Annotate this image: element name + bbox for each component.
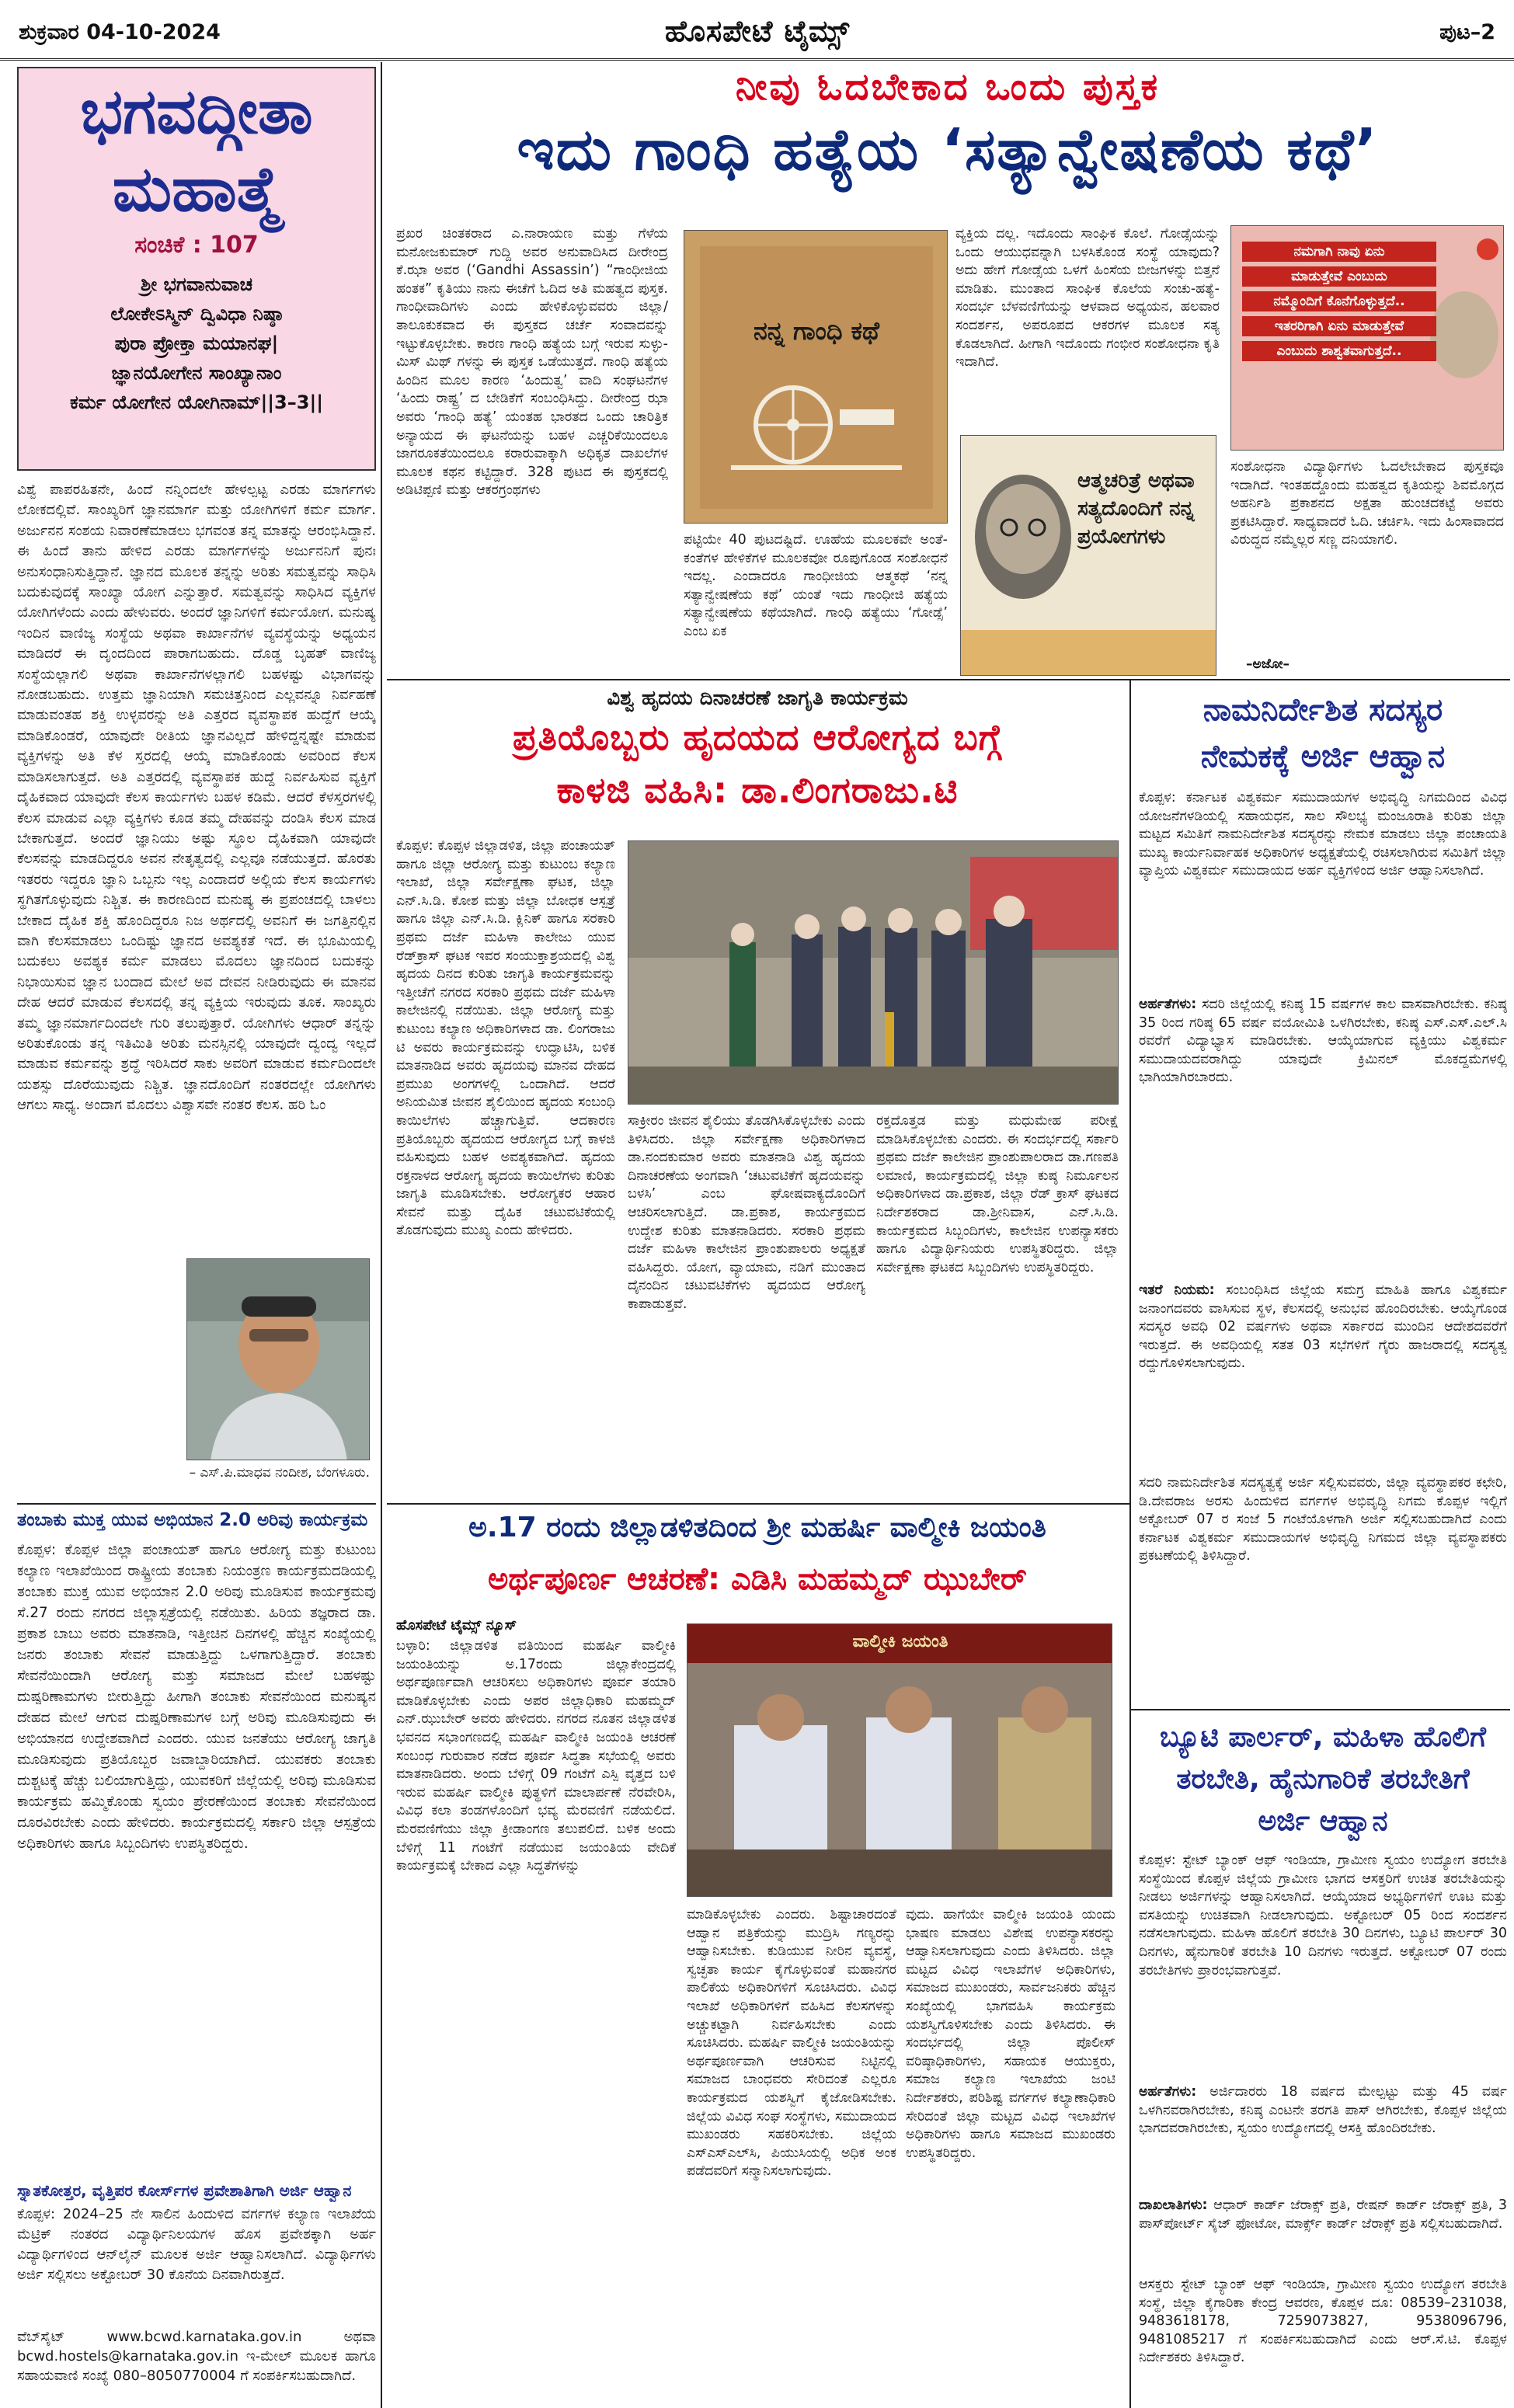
gita-title-line2: ಮಹಾತ್ಮೆ [112,153,281,225]
gita-verse [19,270,374,417]
gita-commentary: ವಿಶ್ವೆ ಪಾಪರಹಿತನೇ, ಹಿಂದೆ ನನ್ನಿಂದಲೇ ಹೇಳಲ್ಪಟ್ಟ ಎರಡು ಮಾರ್ಗಗಳು ಲೋಕದಲ್ಲಿವೆ. ಸಾಂಖ್ಯರಿಗೆ ಜ್ಞಾನಮಾರ್ಗ ಮತ್ತು ಯೋಗಿಗಳಿಗೆ ಕರ್ಮ ಮಾರ್ಗ. ಅರ್ಜುನನ ಸಂಶಯ ನಿವಾರಣೆಮಾಡಲು ಭಗವಂತ ತನ್ನ ಮಾತನ್ನು ಆರಂಭಿಸಿದ್ದಾನೆ. ಈ ಹಿಂದೆ ತಾನು ಹೇಳಿದ ಎರಡು ಮಾರ್ಗಗಳನ್ನು ಅರ್ಜುನನಿಗೆ ಪುನಃ ಅನುಸಂಧಾನಿಸುತ್ತಿದ್ದಾನೆ. ಜ್ಞಾನದ ಮೂಲಕ ತನ್ನನ್ನು ಅರಿತು ಸಮತ್ವವನ್ನು ಸಾಧಿಸಿ ಬದುಕುವುದಕ್ಕೆ ಸಾಂಖ್ಯಾ ಯೋಗ ಎನ್ನುತ್ತಾರೆ. ಸಮತ್ವವನ್ನು ಸಾಧಿಸಿದ ವ್ಯಕ್ತಿಗಳ ಯೋಗಿಗಳೆಂದು ಎಂದು ಹೇಳುವರು. ಅಂದರೆ ಜ್ಞಾನಿಗಳಿಗೆ ಕರ್ಮಯೋಗ. ಮನುಷ್ಯ ಇಂದಿನ ವಾಣಿಜ್ಯ ಸಂಸ್ಥೆಯ ಅಥವಾ ಕಾರ್ಖಾನೆಗಳ ವ್ಯವಸ್ಥೆಯನ್ನು ಅಧ್ಯಯನ ಮಾಡಿದರೆ ಈ ದೃಂದದಿಂದ ಪಾರಾಗಬಹುದು. ದೊಡ್ಡ ಬೃಹತ್ ವಾಣಿಜ್ಯ ಸಂಸ್ಥೆಯಲ್ಲಾಗಲಿ ಅಥವಾ ಕಾರ್ಖಾನೆಗಳಲ್ಲಾಗಲಿ ಬಹಳಷ್ಟು ವಿಭಾಗವನ್ನು ನೋಡಬಹುದು. ಉತ್ತಮ ಜ್ಞಾನಿಯಾಗಿ ಸಮಚಿತ್ತನಿಂದ ಎಲ್ಲವನ್ನೂ ನಿರ್ವಹಣೆ ಮಾಡುವಂತಹ ಶಕ್ತಿ ಉಳ್ಳವರನ್ನು ಅತಿ ಎತ್ತರದ ವ್ಯವಸ್ಥಾಪಕ ಹುದ್ದೆಗೆ ಆಯ್ಕೆ ಮಾಡಿಕೊಂಡರೆ, ಯಾವುದೇ ರೀತಿಯ ಜ್ಞಾನವಿಲ್ಲದೆ ಹೇಳಿದ್ದನ್ನಷ್ಟೇ ಮಾಡುವ ವ್ಯಕ್ತಿಗಳನ್ನು ಅತಿ ಕೆಳ ಸ್ತರದಲ್ಲಿ ಆಯ್ಕೆ ಮಾಡಿಕೊಂಡು ಅವರಿಂದ ಕೆಲಸ ಮಾಡಿಸಲಾಗುತ್ತದೆ. ಅತಿ ಎತ್ತರದಲ್ಲಿ ವ್ಯವಸ್ಥಾಪಕ ಹುದ್ದೆ ನಿರ್ವಹಿಸುವ ವ್ಯಕ್ತಿಗೆ ದೈಹಿಕವಾದ ಯಾವುದೇ ಕೆಲಸ ಕಾರ್ಯಗಳು ಬಹಳ ಕಡಿಮೆ. ಆದರೆ ಕೆಳಸ್ತರಗಳಲ್ಲಿ ಕೆಲಸ ಮಾಡುವ ಎಲ್ಲಾ ವ್ಯಕ್ತಿಗಳು ಕೂಡ ತಮ್ಮ ದೇಹವನ್ನು ದಂಡಿಸಿ ಕೆಲಸ ಮಾಡ ಬೇಕಾಗುತ್ತದೆ. ಅಂದರೆ ಜ್ಞಾನಿಯು ಅಷ್ಟು ಸ್ಥೂಲ ದೈಹಿಕವಾಗಿ ಯಾವುದೇ ಕೆಲಸವನ್ನು ಮಾಡದಿದ್ದರೂ ಅವನ ನೇತೃತ್ವದಲ್ಲಿ ಎಲ್ಲವೂ ನಡೆಯುತ್ತದೆ. ಹೊರತು ಇತರರು ಇದ್ದರೂ ಜ್ಞಾನಿ ಒಬ್ಬನು ಇಲ್ಲ ಎಂದಾದರೆ ಅಲ್ಲಿಯ ಕೆಲಸ ಕಾರ್ಯಗಳು ಸ್ಥಗಿತಗೊಳ್ಳುವುದು ನಿಶ್ಚಿತ. ಈ ಕಾರಣದಿಂದ ಮನುಷ್ಯ ಈ ಪ್ರಪಂಚದಲ್ಲಿ ಬಾಳಲು ಬೇಕಾದ ದೈಹಿಕ ಶಕ್ತಿ ಹೊಂದಿದ್ದರೂ ನಿಜ ಅರ್ಥದಲ್ಲಿ ಅವನಿಗೆ ಈ ಜಗತ್ತಿನಲ್ಲಿನ ವಾಗಿ ಕೆಲಸಮಾಡಲು ಒಂದಿಷ್ಟು ಜ್ಞಾನದ ಅವಶ್ಯಕತೆ ಇದೆ. ಈ ಭೂಮಿಯಲ್ಲಿ ಬದುಕಲು ಅವಶ್ಯಕ ಕರ್ಮ ಮಾಡಲು ಮೊದಲು ಜ್ಞಾನದಿಂದ ಬದುಕನ್ನು ನಿಭಾಯಿಸುವ ಜ್ಞಾನ ಬಂದಾದ ಮೇಲೆ ಅವ ದೇವನ ನೀಡಿರುವುದು ಈ ಮಾನವ ದೇಹ ಆದರೆ ಮಾಡುವ ಕೆಲಸದಲ್ಲಿ ತನ್ನ ವ್ಯಕ್ತಿಯ ಇರುವುದು ತೂಕ. ಸಾಂಖ್ಯರು ತಮ್ಮ ಜ್ಞಾನಮಾರ್ಗದಿಂದಲೇ ಗುರಿ ತಲುಪುತ್ತಾರೆ. ಯೋಗಿಗಳು ಆಧಾರ್ ತನ್ನನ್ನು ಅರಿತುಕೊಂಡು ತನ್ನ ಇತಿಮಿತಿ ಅರಿತು ಮನಸ್ಸಿನಲ್ಲಿ ಯಾವುದೇ ದ್ವಂದ್ವ ಇಲ್ಲದೆ ಮಾಡುವ ಕರ್ಮವನ್ನು ಶ್ರದ್ಧೆ ಇರಿಸಿದರೆ ಸಾಕು ಅವರಿಗೆ ಮಾಡುವ ಕರ್ಮದಿಂದಲೇ ಯಶಸ್ಸು ದೊರೆಯುವುದು ನಿಶ್ಚಿತ. ಜ್ಞಾನದೊಂದಿಗೆ ನಂತರದಲ್ಲೇ ಯೋಗಿಗಳು ಆಗಲು ಸಾಧ್ಯ. ಅಂದಾಗ ಮೊದಲು ವಿಶ್ವಾಸವೇ ನಂತರ ಕೆಲಸ. ಹರಿ ಓಂ [17,482,376,1114]
heart-headline-line1: ಪ್ರತಿಯೊಬ್ಬರು ಹೃದಯದ ಆರೋಗ್ಯದ ಬಗ್ಗೆ [512,716,1003,758]
beauty-headline-line1: ಬ್ಯೂಟಿ ಪಾರ್ಲರ್, ಮಹಿಳಾ ಹೊಲಿಗೆ [1160,1721,1486,1753]
book-signoff: –ಅಜೋ– [1246,656,1290,672]
book-kicker: ನೀವು ಓದಬೇಕಾದ ಒಂದು ಪುಸ್ತಕ [735,65,1161,109]
gita-verse-line: ಕರ್ಮ ಯೋಗೇನ ಯೋಗಿನಾಮ್||3–3|| [70,391,323,413]
quote-line: ಎಂಬುದು ಶಾಶ್ವತವಾಗುತ್ತದೆ.. [1242,341,1436,361]
quote-line: ನಮ್ಮೊಂದಿಗೆ ಕೊನೆಗೊಳ್ಳುತ್ತದೆ.. [1242,291,1436,311]
documents-label: ದಾಖಲಾತಿಗಳು: [1139,2197,1208,2213]
cover-title: ಆತ್ಮಚರಿತ್ರೆ ಅಥವಾ ಸತ್ಯದೊಂದಿಗೆ ನನ್ನ ಪ್ರಯೋಗಗಳು [1077,469,1195,548]
gandhi-quote-banner [1230,225,1504,451]
author-photo [186,1258,370,1460]
nominee-other-rules [1139,1282,1507,1468]
valmiki-column-1: ಬಳ್ಳಾರಿ: ಜಿಲ್ಲಾಡಳಿತ ವತಿಯಿಂದ ಮಹರ್ಷಿ ವಾಲ್ಮೀಕಿ ಜಯಂತಿಯನ್ನು ಅ.17ರಂದು ಜಿಲ್ಲಾಕೇಂದ್ರದಲ್ಲಿ ಅರ್ಥಪೂರ್ಣವಾಗಿ ಆಚರಿಸಲು ಅಧಿಕಾರಿಗಳು ಪೂರ್ವ ತಯಾರಿ ಮಾಡಿಕೊಳ್ಳಬೇಕು ಎಂದು ಅಪರ ಜಿಲ್ಲಾಧಿಕಾರಿ ಮಹಮ್ಮದ್ ಎನ್.ಝುಬೇರ್ ಅವರು ಹೇಳಿದರು. ನಗರದ ನೂತನ ಜಿಲ್ಲಾಡಳಿತ ಭವನದ ಸಭಾಂಗಣದಲ್ಲಿ ಮಹರ್ಷಿ ವಾಲ್ಮೀಕಿ ಜಯಂತಿ ಆಚರಣೆ ಸಂಬಂಧ ಗುರುವಾರ ನಡೆದ ಪೂರ್ವ ಸಿದ್ಧತಾ ಸಭೆಯಲ್ಲಿ ಅವರು ಮಾತನಾಡಿದರು. ಅಂದು ಬೆಳಿಗ್ಗೆ 09 ಗಂಟೆಗೆ ಎಸ್ಪಿ ವೃತ್ತದ ಬಳಿ ಇರುವ ಮಹರ್ಷಿ ವಾಲ್ಮೀಕಿ ಪುತ್ಥಳಿಗೆ ಮಾಲಾರ್ಪಣೆ ನೆರವೇರಿಸಿ, ವಿವಿಧ ಕಲಾ ತಂಡಗಳೊಂದಿಗೆ ಭವ್ಯ ಮೆರವಣಿಗೆ ನಡೆಯಲಿದೆ. ಮೆರವಣಿಗೆಯು ಜಿಲ್ಲಾ ಕ್ರೀಡಾಂಗಣ ತಲುಪಲಿದೆ. ಬಳಿಕ ಅಂದು ಬೆಳಿಗ್ಗೆ 11 ಗಂಟೆಗೆ ನಡೆಯುವ ಜಯಂತಿಯ ವೇದಿಕೆ ಕಾರ್ಯಕ್ರಮಕ್ಕೆ ಬೇಕಾದ ಎಲ್ಲಾ ಸಿದ್ಧತೆಗಳನ್ನು [396,1638,676,1874]
newspaper-title: ಹೊಸಪೇಟೆ ಟೈಮ್ಸ್ [664,14,851,48]
cover-title: ನನ್ನ ಗಾಂಧಿ ಕಥೆ [754,316,879,346]
author-portrait-icon [187,1259,370,1460]
gita-verse-line: ಜ್ಞಾನಯೋಗೇನ ಸಾಂಖ್ಯಾನಾಂ [111,362,282,384]
book-column-1: ಪ್ರಖರ ಚಿಂತಕರಾದ ಎ.ನಾರಾಯಣ ಮತ್ತು ಗೆಳೆಯ ಮನೋಜಕುಮಾರ್ ಗುದ್ದಿ ಅವರ ಅನುವಾದಿಸಿದ ದೀರೇಂದ್ರ ಕೆ.ಝಾ ಅವರ (‘Gandhi Assassin’) “ಗಾಂಧೀಜಿಯ ಹಂತಕ” ಕೃತಿಯು ನಾನು ಈಚೆಗೆ ಓದಿದ ಅತಿ ಮಹತ್ವದ ಪುಸ್ತಕ. ಗಾಂಧೀವಾದಿಗಳು ಎಂದು ಹೇಳಿಕೊಳ್ಳುವವರು ಜಿಲ್ಲಾ/ತಾಲೂಕುಕವಾದ ಈ ಪುಸ್ತಕದ ಚರ್ಚೆ ಸಂವಾದವನ್ನು ಇಟ್ಟುಕೊಳ್ಳಬೇಕು. ಕಾರಣ ಗಾಂಧಿ ಹತ್ಯೆಯ ಬಗ್ಗೆ ಇರುವ ಸುಳ್ಳು-ಮಿಸ್ ಮಿಥ್ ಗಳನ್ನು ಈ ಪುಸ್ತಕ ಒಡೆಯುತ್ತದೆ. ಗಾಂಧಿ ಹತ್ಯೆಯ ಹಿಂದಿನ ಮೂಲ ಕಾರಣ ‘ಹಿಂದುತ್ವ’ ವಾದಿ ಸಂಘಟನೆಗಳ ‘ಹಿಂದು ರಾಷ್ಟ್ರ’ ದ ಬೇಡಿಕೆಗೆ ಸಂಬಂಧಿಸಿದ್ದು. ದೀರೇಂದ್ರ ಝಾ ಅವರು ‘ಗಾಂಧಿ ಹತ್ಯೆ’ ಯಂತಹ ಭಾರತದ ಒಂದು ಚಾರಿತ್ರಿಕ ಅನ್ಯಾಯದ ಈ ಘಟನೆಯನ್ನು ಬಹಳ ಎಚ್ಚರಿಕೆಯಿಂದಲೂ ಜಾಗರೂಕತೆಯಿಂದಲೂ ಕರಾರುವಾಕ್ಕಾಗಿ ಅಧಿಕೃತ ದಾಖಲೆಗಳ ಮೂಲಕ ಕಥನ ಕಟ್ಟಿದ್ದಾರೆ. 328 ಪುಟದ ಈ ಪುಸ್ತಕದಲ್ಲಿ ಅಡಿಟಿಪ್ಪಣಿ ಮತ್ತು ಆಕರಗ್ರಂಥಗಳು [396,226,668,499]
other-rules-text: ಸಂಬಂಧಿಸಿದ ಜಿಲ್ಲೆಯ ಸಮಗ್ರ ಮಾಹಿತಿ ಹಾಗೂ ವಿಶ್ವಕರ್ಮ ಜನಾಂಗದವರು ವಾಸಿಸುವ ಸ್ಥಳ, ಕೆಲಸದಲ್ಲಿ ಅನುಭವ ಹೊಂದಿರಬೇಕು. ಆಯ್ಕೆಗೊಂಡ ಸದಸ್ಯರ ಅವಧಿ 02 ವರ್ಷಗಳು ಅಥವಾ ಸರ್ಕಾರದ ಮುಂದಿನ ಆದೇಶದವರೆಗೆ ಇರುತ್ತದೆ. ಈ ಅವಧಿಯಲ್ಲಿ ಸತತ 03 ಸಭೆಗಳಿಗೆ ಗೈರು ಹಾಜರಾದಲ್ಲಿ ಸದಸ್ಯತ್ವ ರದ್ದುಗೊಳಿಸಲಾಗುವುದು. [1139,1282,1507,1372]
meeting-photo-icon [687,1624,1112,1897]
hostel-notice-contact: ವೆಬ್‌ಸೈಟ್ www.bcwd.karnataka.gov.in ಅಥವಾ bcwd.hostels@karnataka.gov.in ಇ-ಮೇಲ್ ಮೂಲಕ ಹಾಗೂ ಸಹಾಯವಾಣಿ ಸಂಖ್ಯೆ 080–8050770004 ಗೆ ಸಂಪರ್ಕಿಸಬಹುದಾಗಿದೆ. [17,2329,376,2384]
valmiki-subheadline: ಅರ್ಥಪೂರ್ಣ ಆಚರಣೆ: ಎಡಿಸಿ ಮಹಮ್ಮದ್ ಝುಬೇರ್ [488,1561,1027,1597]
heart-column-3: ರಕ್ತದೊತ್ತಡ ಮತ್ತು ಮಧುಮೇಹ ಪರೀಕ್ಷೆ ಮಾಡಿಸಿಕೊಳ್ಳಬೇಕು ಎಂದರು. ಈ ಸಂದರ್ಭದಲ್ಲಿ ಸರ್ಕಾರಿ ಪ್ರಥಮ ದರ್ಜೆ ಕಾಲೇಜಿನ ಪ್ರಾಂಶುಪಾಲರಾದ ಡಾ.ಗಣಪತಿ ಲಮಾಣಿ, ಕಾರ್ಯಕ್ರಮದಲ್ಲಿ ಜಿಲ್ಲಾ ಕುಷ್ಠ ನಿರ್ಮೂಲನ ಅಧಿಕಾರಿಗಳಾದ ಡಾ.ಪ್ರಕಾಶ, ಜಿಲ್ಲಾ ರೆಡ್ ಕ್ರಾಸ್ ಘಟಕದ ನಿರ್ದೇಶಕರಾದ ಡಾ.ಶ್ರೀನಿವಾಸ, ಎನ್.ಸಿ.ಡಿ. ಕಾರ್ಯಕ್ರಮದ ಸಿಬ್ಬಂದಿಗಳು, ಕಾಲೇಜಿನ ಉಪನ್ಯಾಸಕರು ಹಾಗೂ ವಿದ್ಯಾರ್ಥಿನಿಯರು ಉಪಸ್ಥಿತರಿದ್ದರು. ಜಿಲ್ಲಾ ಸರ್ವೇಕ್ಷಣಾ ಘಟಕದ ಸಿಬ್ಬಂದಿಗಳು ಉಪಸ್ಥಿತರಿದ್ದರು. [876,1113,1119,1275]
documents-text: ಆಧಾರ್ ಕಾರ್ಡ್ ಜೆರಾಕ್ಸ್ ಪ್ರತಿ, ರೇಷನ್ ಕಾರ್ಡ್ ಜೆರಾಕ್ಸ್ ಪ್ರತಿ, 3 ಪಾಸ್‌ಪೋರ್ಟ್ ಸೈಜ್ ಫೋಟೋ, ಮಾರ್ಕ್ಸ್ ಕಾರ್ಡ್ ಜೆರಾಕ್ಸ್ ಪ್ರತಿ ಸಲ್ಲಿಸಬಹುದಾಗಿದೆ. [1139,2197,1507,2232]
nominee-headline-line1: ನಾಮನಿರ್ದೇಶಿತ ಸದಸ್ಯರ [1202,692,1443,728]
author-caption: – ಎಸ್.ಪಿ.ಮಾಧವ ನಂದೀಶ, ಬೆಂಗಳೂರು. [189,1465,370,1481]
heart-column-2: ಸಾಕ್ರೀರಂ ಜೀವನ ಶೈಲಿಯು ತೊಡಗಿಸಿಕೊಳ್ಳಬೇಕು ಎಂದು ತಿಳಿಸಿದರು. ಜಿಲ್ಲಾ ಸರ್ವೇಕ್ಷಣಾ ಅಧಿಕಾರಿಗಳಾದ ಡಾ.ನಂದಕುಮಾರ ಅವರು ಮಾತನಾಡಿ ವಿಶ್ವ ಹೃದಯ ದಿನಾಚರಣೆಯ ಅಂಗವಾಗಿ ‘ಚಟುವಟಿಕೆಗೆ ಹೃದಯವನ್ನು ಬಳಸಿ’ ಎಂಬ ಘೋಷವಾಕ್ಯದೊಂದಿಗೆ ಆಚರಿಸಲಾಗುತ್ತಿದೆ. ಡಾ.ಪ್ರಕಾಶ, ಕಾರ್ಯಕ್ರಮದ ಉದ್ದೇಶ ಕುರಿತು ಮಾತನಾಡಿದರು. ಸರಕಾರಿ ಪ್ರಥಮ ದರ್ಜೆ ಮಹಿಳಾ ಕಾಲೇಜಿನ ಪ್ರಾಂಶುಪಾಲರು ಅಧ್ಯಕ್ಷತೆ ವಹಿಸಿದ್ದರು. ಯೋಗ, ವ್ಯಾಯಾಮ, ನಡಿಗೆ ಮುಂತಾದ ದೈನಂದಿನ ಚಟುವಟಿಕೆಗಳು ಹೃದಯದ ಆರೋಗ್ಯ ಕಾಪಾಡುತ್ತವೆ. [628,1113,865,1312]
book-column-3: ವ್ಯಕ್ತಿಯ ದಲ್ಲ. ಇದೊಂದು ಸಾಂಘಿಕ ಕೊಲೆ. ಗೋಡ್ಸೆಯನ್ನು ಒಂದು ಆಯುಧವನ್ನಾಗಿ ಬಳಸಿಕೊಂಡ ಸಂಸ್ಥೆ ಯಾವುದು? ಅದು ಹೇಗೆ ಗೋಡ್ಸೆಯ ಒಳಗೆ ಹಿಂಸೆಯ ಬೀಜಗಳನ್ನು ಬಿತ್ತನೆ ಮಾಡಿತು. ಮುಂತಾದ ಸಾಂಘಿಕ ಕೊಲೆಯ ಸಂಚು-ಹತ್ಯೆ-ಸಂದರ್ಭ ಬೆಳವಣಿಗೆಯನ್ನು ಆಳವಾದ ಅಧ್ಯಯನ, ಹಲವಾರ ಸಂದರ್ಶನ, ಅಪರೂಪದ ಆಕರಗಳ ಮೂಲಕ ಸತ್ಯ ಕೊಡಲಾಗಿದೆ. ಹೀಗಾಗಿ ಇದೊಂದು ಗಂಭೀರ ಸಂಶೋಧನಾ ಕೃತಿ ಇದಾಗಿದೆ. [955,226,1220,371]
book-headline: ಇದು ಗಾಂಧಿ ಹತ್ಯೆಯ ‘ಸತ್ಯಾನ್ವೇಷಣೆಯ ಕಥೆ’ [517,117,1379,183]
masthead [0,0,1514,61]
heart-column-1: ಕೊಪ್ಪಳ: ಕೊಪ್ಪಳ ಜಿಲ್ಲಾಡಳಿತ, ಜಿಲ್ಲಾ ಪಂಚಾಯತ್ ಹಾಗೂ ಜಿಲ್ಲಾ ಆರೋಗ್ಯ ಮತ್ತು ಕುಟುಂಬ ಕಲ್ಯಾಣ ಇಲಾಖೆ, ಜಿಲ್ಲಾ ಸರ್ವೇಕ್ಷಣಾ ಘಟಕ, ಜಿಲ್ಲಾ ಎನ್.ಸಿ.ಡಿ. ಕೋಶ ಮತ್ತು ಜಿಲ್ಲಾ ಬೋಧಕ ಆಸ್ಪತ್ರೆ ಹಾಗೂ ಜಿಲ್ಲಾ ಎನ್.ಸಿ.ಡಿ. ಕ್ಲಿನಿಕ್ ಹಾಗೂ ಸರಕಾರಿ ಪ್ರಥಮ ದರ್ಜೆ ಮಹಿಳಾ ಕಾಲೇಜು ಯುವ ರೆಡ್‌ಕ್ರಾಸ್ ಘಟಕ ಇವರ ಸಂಯುಕ್ತಾಶ್ರಯದಲ್ಲಿ ವಿಶ್ವ ಹೃದಯ ದಿನದ ಕುರಿತು ಜಾಗೃತಿ ಕಾರ್ಯಕ್ರಮವನ್ನು ಇತ್ತೀಚೆಗೆ ನಗರದ ಸರಕಾರಿ ಪ್ರಥಮ ದರ್ಜೆ ಮಹಿಳಾ ಕಾಲೇಜಿನಲ್ಲಿ ನಡೆಯಿತು. ಜಿಲ್ಲಾ ಆರೋಗ್ಯ ಮತ್ತು ಕುಟುಂಬ ಕಲ್ಯಾಣ ಅಧಿಕಾರಿಗಳಾದ ಡಾ. ಲಿಂಗರಾಜು ಟಿ ಅವರು ಕಾರ್ಯಕ್ರಮವನ್ನು ಉದ್ಘಾಟಿಸಿ, ಬಳಿಕ ಮಾತನಾಡಿದ ಅವರು ಹೃದಯವು ಮಾನವ ದೇಹದ ಪ್ರಮುಖ ಅಂಗಗಳಲ್ಲಿ ಒಂದಾಗಿದೆ. ಆದರೆ ಅನಿಯಮಿತ ಜೀವನ ಶೈಲಿಯಿಂದ ಹೃದಯ ಸಂಬಂಧಿ ಕಾಯಿಲೆಗಳು ಹೆಚ್ಚಾಗುತ್ತಿವೆ. ಆದಕಾರಣ ಪ್ರತಿಯೊಬ್ಬರು ಹೃದಯದ ಆರೋಗ್ಯದ ಬಗ್ಗೆ ಕಾಳಜಿ ವಹಿಸುವುದು ಬಹಳ ಅವಶ್ಯಕವಾಗಿದೆ. ಹೃದಯ ರಕ್ತನಾಳದ ಆರೋಗ್ಯ ಹೃದಯ ಕಾಯಿಲೆಗಳು ಕುರಿತು ಜಾಗೃತಿ ಮೂಡಿಸಬೇಕು. ಆರೋಗ್ಯಕರ ಆಹಾರ ಸೇವನೆ ಮತ್ತು ದೈಹಿಕ ಚಟುವಟಿಕೆಯಲ್ಲಿ ತೊಡಗುವುದು ಮುಖ್ಯ ಎಂದು ಹೇಳಿದರು. [396,838,615,1239]
nominee-closing: ಸದರಿ ನಾಮನಿರ್ದೇಶಿತ ಸದಸ್ಯತ್ವಕ್ಕೆ ಅರ್ಜಿ ಸಲ್ಲಿಸುವವರು, ಜಿಲ್ಲಾ ವ್ಯವಸ್ಥಾಪಕರ ಕಛೇರಿ, ಡಿ.ದೇವರಾಜ ಅರಸು ಹಿಂದುಳಿದ ವರ್ಗಗಳ ಅಭಿವೃದ್ಧಿ ನಿಗಮ ಕೊಪ್ಪಳ ಇಲ್ಲಿಗೆ ಅಕ್ಟೋಬರ್ 07 ರ ಸಂಜೆ 5 ಗಂಟೆಯೊಳಗಾಗಿ ಅರ್ಜಿ ಸಲ್ಲಿಸಬಹುದಾಗಿದೆ ಎಂದು ಕರ್ನಾಟಕ ವಿಶ್ವಕರ್ಮ ಸಮುದಾಯಗಳ ಅಭಿವೃದ್ಧಿ ನಿಗಮದ ಜಿಲ್ಲಾ ವ್ಯವಸ್ಥಾಪಕರು ಪ್ರಕಟಣೆಯಲ್ಲಿ ತಿಳಿಸಿದ್ದಾರೆ. [1139,1475,1507,1564]
eligibility-text: ಸದರಿ ಜಿಲ್ಲೆಯಲ್ಲಿ ಕನಿಷ್ಠ 15 ವರ್ಷಗಳ ಕಾಲ ವಾಸವಾಗಿರಬೇಕು. ಕನಿಷ್ಠ 35 ರಿಂದ ಗರಿಷ್ಠ 65 ವರ್ಷ ವಯೋಮಿತಿ ಒಳಗಿರಬೇಕು, ಕನಿಷ್ಠ ಎಸ್.ಎಸ್.ಎಲ್.ಸಿ ರವರೆಗೆ ವಿದ್ಯಾಭ್ಯಾಸ ಮಾಡಿರಬೇಕು. ಆಯ್ಕೆಯಾಗುವ ವ್ಯಕ್ತಿಯು ವಿಶ್ವಕರ್ಮ ಸಮುದಾಯದವರಾಗಿದ್ದು ಯಾವುದೇ ಕ್ರಿಮಿನಲ್ ಮೊಕದ್ದಮೆಗಳಲ್ಲಿ ಭಾಗಿಯಾಗಿರಬಾರದು. [1139,997,1507,1086]
quote-line: ಇತರರಿಗಾಗಿ ಏನು ಮಾಡುತ್ತೇವೆ [1242,316,1436,336]
eligibility-label: ಅರ್ಹತೆಗಳು: [1139,2084,1197,2100]
valmiki-column-3: ವುದು. ಹಾಗೆಯೇ ವಾಲ್ಮೀಕಿ ಜಯಂತಿ ಯಂದು ಭಾಷಣ ಮಾಡಲು ವಿಶೇಷ ಉಪನ್ಯಾಸಕರನ್ನು ಆಹ್ವಾನಿಸಲಾಗುವುದು ಎಂದು ತಿಳಿಸಿದರು. ಜಿಲ್ಲಾ ಮಟ್ಟದ ವಿವಿಧ ಇಲಾಖೆಗಳ ಅಧಿಕಾರಿಗಳು, ಸಮಾಜದ ಮುಖಂಡರು, ಸಾರ್ವಜನಿಕರು ಹೆಚ್ಚಿನ ಸಂಖ್ಯೆಯಲ್ಲಿ ಭಾಗವಹಿಸಿ ಕಾರ್ಯಕ್ರಮ ಯಶಸ್ವಿಗೊಳಿಸಬೇಕು ಎಂದು ತಿಳಿಸಿದರು. ಈ ಸಂದರ್ಭದಲ್ಲಿ ಜಿಲ್ಲಾ ಪೊಲೀಸ್ ವರಿಷ್ಠಾಧಿಕಾರಿಗಳು, ಸಹಾಯಕ ಆಯುಕ್ತರು, ಸಮಾಜ ಕಲ್ಯಾಣ ಇಲಾಖೆಯ ಜಂಟಿ ನಿರ್ದೇಶಕರು, ಪರಿಶಿಷ್ಟ ವರ್ಗಗಳ ಕಲ್ಯಾಣಾಧಿಕಾರಿ ಸೇರಿದಂತೆ ಜಿಲ್ಲಾ ಮಟ್ಟದ ವಿವಿಧ ಇಲಾಖೆಗಳ ಅಧಿಕಾರಿಗಳು ಹಾಗೂ ಸಮಾಜದ ಮುಖಂಡರು ಉಪಸ್ಥಿತರಿದ್ದರು. [906,1907,1115,2161]
tobacco-headline: ತಂಬಾಕು ಮುಕ್ತ ಯುವ ಅಭಿಯಾನ 2.0 ಅರಿವು ಕಾರ್ಯಕ್ರಮ [17,1510,368,1530]
beauty-headline-line2: ತರಬೇತಿ, ಹೈನುಗಾರಿಕೆ ತರಬೇತಿಗೆ [1176,1763,1470,1795]
beauty-eligibility [1139,2083,1507,2192]
column-divider [381,62,382,2408]
nominee-headline-line2: ನೇಮಕಕ್ಕೆ ಅರ್ಜಿ ಆಹ್ವಾನ [1200,739,1446,774]
lamp-lighting-photo-icon [628,841,1119,1105]
gita-issue-number: ಸಂಚಿಕೆ : 107 [134,231,259,259]
beauty-headline-line3: ಅರ್ಜಿ ಆಹ್ವಾನ [1258,1805,1388,1837]
book-column-4: ಸಂಶೋಧನಾ ವಿದ್ಯಾರ್ಥಿಗಳು ಓದಲೇಬೇಕಾದ ಪುಸ್ತಕವೂ ಇದಾಗಿದೆ. ಇಂತಹದ್ದೊಂದು ಮಹತ್ವದ ಕೃತಿಯನ್ನು ಶಿವಮೊಗ್ಗದ ಅಹರ್ನಿಶಿ ಪ್ರಕಾಶನದ ಅಕ್ಷತಾ ಹುಂಚದಕಟ್ಟೆ ಅವರು ಪ್ರಕಟಿಸಿದ್ದಾರೆ. ಸಾಧ್ಯವಾದರೆ ಓದಿ. ಚರ್ಚಿಸಿ. ಇದು ಹಿಂಸಾವಾದದ ವಿರುದ್ಧದ ನಮ್ಮೆಲ್ಲರ ಸಣ್ಣ ದನಿಯಾಗಲಿ. [1230,459,1504,548]
column-divider [1129,680,1131,2408]
nominee-body: ಕೊಪ್ಪಳ: ಕರ್ನಾಟಕ ವಿಶ್ವಕರ್ಮ ಸಮುದಾಯಗಳ ಅಭಿವೃದ್ಧಿ ನಿಗಮದಿಂದ ವಿವಿಧ ಯೋಜನೆಗಳಡಿಯಲ್ಲಿ ಸಹಾಯಧನ, ಸಾಲ ಸೌಲಭ್ಯ ಮಂಜೂರಾತಿ ಕುರಿತು ಜಿಲ್ಲಾ ಮಟ್ಟದ ಸಮಿತಿಗೆ ನಾಮನಿರ್ದೇಶಿತ ಸದಸ್ಯರನ್ನು ನೇಮಕ ಮಾಡಲು ಜಿಲ್ಲಾ ಪಂಚಾಯತಿ ಮುಖ್ಯ ಕಾರ್ಯನಿರ್ವಾಹಕ ಅಧಿಕಾರಿಗಳ ಅಧ್ಯಕ್ಷತೆಯಲ್ಲಿ ರಚಿಸಲಾಗಿರುವ ಸಮಿತಿಗೆ ಜಿಲ್ಲಾ ವ್ಯಾಪ್ತಿಯ ವಿಶ್ವಕರ್ಮ ಸಮುದಾಯದ ಅರ್ಹ ವ್ಯಕ್ತಿಗಳಿಂದ ಅರ್ಜಿ ಆಹ್ವಾನಿಸಲಾಗಿದೆ. [1139,790,1507,879]
gita-verse-line: ಲೋಕೇಽಸ್ಮಿನ್ ದ್ವಿವಿಧಾ ನಿಷ್ಠಾ [110,303,283,325]
heart-event-photo [628,840,1119,1105]
book-cover-gandhi-katha [684,230,948,524]
valmiki-meeting-photo [687,1623,1112,1897]
section-divider [387,1503,1129,1505]
hostel-notice-headline: ಸ್ನಾತಕೋತ್ತರ, ವೃತ್ತಿಪರ ಕೋರ್ಸ್‌ಗಳ ಪ್ರವೇಶಾತಿಗಾಗಿ ಅರ್ಜಿ ಆಹ್ವಾನ [17,2181,352,2200]
beauty-documents [1139,2197,1507,2271]
gita-title-line1: ಭಗವದ್ಗೀತಾ [80,75,313,148]
gita-header-box [17,67,376,471]
photo-banner-text: ವಾಲ್ಮೀಕಿ ಜಯಂತಿ [852,1632,948,1651]
issue-date: ಶುಕ್ರವಾರ 04-10-2024 [19,20,221,44]
gita-verse-line: ಶ್ರೀ ಭಗವಾನುವಾಚ [141,273,252,295]
eligibility-label: ಅರ್ಹತೆಗಳು: [1139,997,1197,1012]
heart-kicker: ವಿಶ್ವ ಹೃದಯ ದಿನಾಚರಣೆ ಜಾಗೃತಿ ಕಾರ್ಯಕ್ರಮ [607,687,908,710]
quote-line: ಮಾಡುತ್ತೇವೆ ಎಂಬುದು [1242,266,1436,287]
quote-text [1242,242,1436,361]
gandhi-charkha-icon [684,231,948,524]
beauty-contact: ಆಸಕ್ತರು ಸ್ಟೇಟ್ ಬ್ಯಾಂಕ್ ಆಫ್ ಇಂಡಿಯಾ, ಗ್ರಾಮೀಣ ಸ್ವಯಂ ಉದ್ಯೋಗ ತರಬೇತಿ ಸಂಸ್ಥೆ, ಜಿಲ್ಲಾ ಕೈಗಾರಿಕಾ ಕೇಂದ್ರ ಆವರಣ, ಕೊಪ್ಪಳ ದೂ: 08539–231038, 9483618178, 7259073827, 9538096796, 9481085217 ಗೆ ಸಂಪರ್ಕಿಸಬಹುದಾಗಿದೆ ಎಂದು ಆರ್.ಸೆ.ಟಿ. ಕೊಪ್ಪಳ ನಿರ್ದೇಶಕರು ತಿಳಿಸಿದ್ದಾರೆ. [1139,2277,1507,2366]
page-number: ಪುಟ–2 [1439,20,1495,44]
section-divider [17,1503,376,1505]
hostel-notice-body: ಕೊಪ್ಪಳ: 2024–25 ನೇ ಸಾಲಿನ ಹಿಂದುಳಿದ ವರ್ಗಗಳ ಕಲ್ಯಾಣ ಇಲಾಖೆಯ ಮೆಟ್ರಿಕ್ ನಂತರದ ವಿದ್ಯಾರ್ಥಿನಿಲಯಗಳ ಹೊಸ ಪ್ರವೇಶಕ್ಕಾಗಿ ಅರ್ಹ ವಿದ್ಯಾರ್ಥಿಗಳಿಂದ ಆನ್‌ಲೈನ್ ಮೂಲಕ ಅರ್ಜಿ ಆಹ್ವಾನಿಸಲಾಗಿದೆ. ವಿದ್ಯಾರ್ಥಿಗಳು ಅರ್ಜಿ ಸಲ್ಲಿಸಲು ಅಕ್ಟೋಬರ್ 30 ಕೊನೆಯ ದಿನವಾಗಿರುತ್ತದೆ. [17,2206,376,2283]
nominee-eligibility [1139,996,1507,1275]
valmiki-headline: ಅ.17 ರಂದು ಜಿಲ್ಲಾಡಳಿತದಿಂದ ಶ್ರೀ ಮಹರ್ಷಿ ವಾಲ್ಮೀಕಿ ಜಯಂತಿ [468,1512,1046,1543]
heart-headline-line2: ಕಾಳಜಿ ವಹಿಸಿ: ಡಾ.ಲಿಂಗರಾಜು.ಟಿ [556,769,959,811]
other-rules-label: ಇತರೆ ನಿಯಮ: [1139,1282,1215,1298]
quote-line: ನಮಗಾಗಿ ನಾವು ಏನು [1242,242,1436,262]
gita-verse-line: ಪುರಾ ಪ್ರೋಕ್ತಾ ಮಯಾನಘ| [114,332,279,354]
book-column-2: ಪಟ್ಟಿಯೇ 40 ಪುಟದಷ್ಟಿದೆ. ಊಹೆಯ ಮೂಲಕವೇ ಅಂತೆ-ಕಂತೆಗಳ ಹೇಳಿಕೆಗಳ ಮೂಲಕವೋ ರೂಪುಗೊಂಡ ಸಂಶೋಧನೆ ಇದಲ್ಲ. ಎಂದಾದರೂ ಗಾಂಧೀಜಿಯ ಆತ್ಮಕಥೆ ‘ನನ್ನ ಸತ್ಯಾನ್ವೇಷಣೆಯ ಕಥೆ’ ಯಂತೆ ಇದು ಗಾಂಧೀಜಿ ಹತ್ಯೆಯ ಸತ್ಯಾನ್ವೇಷಣೆಯ ಕಥೆಯಾಗಿದೆ. ಗಾಂಧಿ ಹತ್ಯೆಯು ‘ಗೋಡ್ಸೆ’ ಎಂಬ ಏಕ [684,532,948,639]
valmiki-byline: ಹೊಸಪೇಟೆ ಟೈಮ್ಸ್ ನ್ಯೂಸ್ [396,1617,517,1634]
section-divider [1131,1709,1510,1710]
beauty-body: ಕೊಪ್ಪಳ: ಸ್ಟೇಟ್ ಬ್ಯಾಂಕ್ ಆಫ್ ಇಂಡಿಯಾ, ಗ್ರಾಮೀಣ ಸ್ವಯಂ ಉದ್ಯೋಗ ತರಬೇತಿ ಸಂಸ್ಥೆಯಿಂದ ಕೊಪ್ಪಳ ಜಿಲ್ಲೆಯ ಗ್ರಾಮೀಣ ಭಾಗದ ಆಸಕ್ತರಿಗೆ ಉಚಿತ ತರಬೇತಿಯನ್ನು ನೀಡಲು ಅರ್ಜಿಗಳನ್ನು ಆಹ್ವಾನಿಸಲಾಗಿದೆ. ಆಯ್ಕೆಯಾದ ಅಭ್ಯರ್ಥಿಗಳಿಗೆ ಊಟ ಮತ್ತು ವಸತಿಯನ್ನು ಉಚಿತವಾಗಿ ನೀಡಲಾಗುವುದು. ಅಕ್ಟೋಬರ್ 05 ರಿಂದ ಸಂದರ್ಶನ ನಡೆಸಲಾಗುವುದು. ಮಹಿಳಾ ಹೊಲಿಗೆ ತರಬೇತಿ 30 ದಿನಗಳು, ಬ್ಯೂಟಿ ಪಾರ್ಲರ್ 30 ದಿನಗಳು, ಹೈನುಗಾರಿಕೆ ತರಬೇತಿ 10 ದಿನಗಳು ಇರುತ್ತದೆ. ಅಕ್ಟೋಬರ್ 07 ರಂದು ತರಬೇತಿಗಳು ಪ್ರಾರಂಭವಾಗುತ್ತವೆ. [1139,1853,1507,1978]
tobacco-article: ಕೊಪ್ಪಳ: ಕೊಪ್ಪಳ ಜಿಲ್ಲಾ ಪಂಚಾಯತ್ ಹಾಗೂ ಆರೋಗ್ಯ ಮತ್ತು ಕುಟುಂಬ ಕಲ್ಯಾಣ ಇಲಾಖೆಯಿಂದ ರಾಷ್ಟ್ರೀಯ ತಂಬಾಕು ನಿಯಂತ್ರಣ ಕಾರ್ಯಕ್ರಮದಡಿಯಲ್ಲಿ ತಂಬಾಕು ಮುಕ್ತ ಯುವ ಅಭಿಯಾನ 2.0 ಅರಿವು ಮೂಡಿಸುವ ಕಾರ್ಯಕ್ರಮವು ಸೆ.27 ರಂದು ನಗರದ ಜಿಲ್ಲಾಸ್ಪತ್ರೆಯಲ್ಲಿ ನಡೆಯಿತು. ಹಿರಿಯ ತಜ್ಞರಾದ ಡಾ. ಪ್ರಕಾಶ ಬಾಬು ಅವರು ಮಾತನಾಡಿ, ಇತ್ತೀಚಿನ ದಿನಗಳಲ್ಲಿ ಹೆಚ್ಚಿನ ಸಂಖ್ಯೆಯಲ್ಲಿ ಜನರು ತಂಬಾಕು ಸೇವನೆ ಮಾಡುತ್ತಿದ್ದು ಒಳಗಾಗುತ್ತಿದ್ದಾರೆ. ತಂಬಾಕು ಸೇವನೆಯಿಂದಾಗಿ ಆರೋಗ್ಯ ಮತ್ತು ಸಮಾಜದ ಮೇಲೆ ಬಹಳಷ್ಟು ದುಷ್ಪರಿಣಾಮಗಳು ಬೀರುತ್ತಿದ್ದು ಹೀಗಾಗಿ ತಂಬಾಕು ಸೇವನೆಯಿಂದ ಮನುಷ್ಯನ ದೇಹದ ಮೇಲೆ ಆಗುವ ದುಷ್ಪರಿಣಾಮಗಳ ಬಗ್ಗೆ ಅರಿವು ಮೂಡಿಸುವುದು ಈ ಅಭಿಯಾನದ ಉದ್ದೇಶವಾಗಿದೆ ಎಂದರು. ಯುವ ಜನತೆಯು ಆರೋಗ್ಯ ಜಾಗೃತಿ ಮೂಡಿಸುವುದು ಪ್ರತಿಯೊಬ್ಬರ ಜವಾಬ್ದಾರಿಯಾಗಿದೆ. ಯುವಕರು ತಂಬಾಕು ದುಶ್ಚಟಕ್ಕೆ ಹೆಚ್ಚು ಬಲಿಯಾಗುತ್ತಿದ್ದು, ಯುವಕರಿಗೆ ಜಿಲ್ಲೆಯಲ್ಲಿ ಅರಿವು ಮೂಡಿಸುವ ಕಾರ್ಯಕ್ರಮ ಹಮ್ಮಿಕೊಂಡು ಸ್ವಯಂ ಪ್ರೇರಣೆಯಿಂದ ತಂಬಾಕು ಸೇವನೆಯಿಂದ ದೂರವಿರಬೇಕು ಎಂದು ಹೇಳಿದರು. ಕಾರ್ಯಕ್ರಮದಲ್ಲಿ ಸರ್ಕಾರಿ ಜಿಲ್ಲಾ ಆಸ್ಪತ್ರೆಯ ಅಧಿಕಾರಿಗಳು ಹಾಗೂ ಸಿಬ್ಬಂದಿಗಳು ಉಪಸ್ಥಿತರಿದ್ದರು. [17,1542,376,1852]
section-divider [387,679,1510,680]
book-cover-autobiography [960,435,1216,676]
eligibility-text: ಅರ್ಜಿದಾರರು 18 ವರ್ಷದ ಮೇಲ್ಪಟ್ಟು ಮತ್ತು 45 ವರ್ಷ ಒಳಗಿನವರಾಗಿರಬೇಕು, ಕನಿಷ್ಠ ಎಂಟನೇ ತರಗತಿ ಪಾಸ್ ಆಗಿರಬೇಕು, ಕೊಪ್ಪಳ ಜಿಲ್ಲೆಯ ಭಾಗದವರಾಗಿರಬೇಕು, ಸ್ವಯಂ ಉದ್ಯೋಗದಲ್ಲಿ ಆಸಕ್ತಿ ಹೊಂದಿರಬೇಕು. [1139,2084,1507,2137]
valmiki-column-2: ಮಾಡಿಕೊಳ್ಳಬೇಕು ಎಂದರು. ಶಿಷ್ಟಾಚಾರದಂತೆ ಆಹ್ವಾನ ಪತ್ರಿಕೆಯನ್ನು ಮುದ್ರಿಸಿ ಗಣ್ಯರನ್ನು ಆಹ್ವಾನಿಸಬೇಕು. ಕುಡಿಯುವ ನೀರಿನ ವ್ಯವಸ್ಥೆ, ಸ್ವಚ್ಛತಾ ಕಾರ್ಯ ಕೈಗೊಳ್ಳುವಂತೆ ಮಹಾನಗರ ಪಾಲಿಕೆಯ ಅಧಿಕಾರಿಗಳಿಗೆ ಸೂಚಿಸಿದರು. ವಿವಿಧ ಇಲಾಖೆ ಅಧಿಕಾರಿಗಳಿಗೆ ವಹಿಸಿದ ಕೆಲಸಗಳನ್ನು ಅಚ್ಚುಕಟ್ಟಾಗಿ ನಿರ್ವಹಿಸಬೇಕು ಎಂದು ಸೂಚಿಸಿದರು. ಮಹರ್ಷಿ ವಾಲ್ಮೀಕಿ ಜಯಂತಿಯನ್ನು ಅರ್ಥಪೂರ್ಣವಾಗಿ ಆಚರಿಸುವ ನಿಟ್ಟಿನಲ್ಲಿ ಸಮಾಜದ ಬಾಂಧವರು ಸೇರಿದಂತೆ ಎಲ್ಲರೂ ಕಾರ್ಯಕ್ರಮದ ಯಶಸ್ವಿಗೆ ಕೈಜೋಡಿಸಬೇಕು. ಜಿಲ್ಲೆಯ ವಿವಿಧ ಸಂಘ ಸಂಸ್ಥೆಗಳು, ಸಮುದಾಯದ ಮುಖಂಡರು ಸಹಕರಿಸಬೇಕು. ಜಿಲ್ಲೆಯ ಎಸ್‌ಎಸ್‌ಎಲ್‌ಸಿ, ಪಿಯುಸಿಯಲ್ಲಿ ಅಧಿಕ ಅಂಕ ಪಡೆದವರಿಗೆ ಸನ್ಮಾನಿಸಲಾಗುವುದು. [687,1907,896,2180]
